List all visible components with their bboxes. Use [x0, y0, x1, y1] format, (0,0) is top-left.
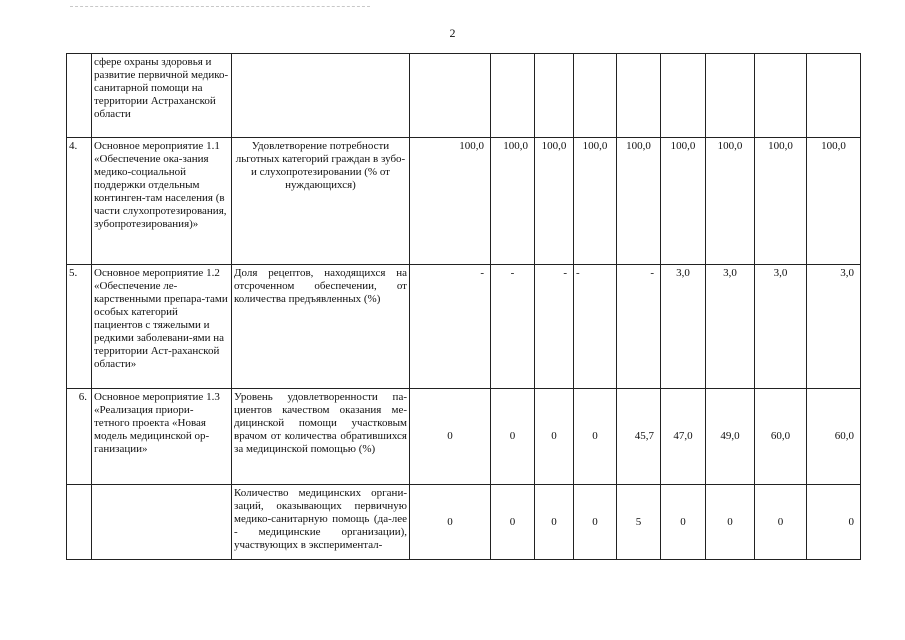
event-cell: Основное мероприятие 1.2 «Обеспечение ле-карственными препара-тами особых категорий пациентов с тяжелыми и редкими заболевани-ями на территории Аст-раханской области»: [92, 265, 232, 389]
value-cell: -: [574, 265, 617, 389]
row-number: 6.: [67, 389, 92, 485]
indicator-cell: [232, 54, 410, 138]
value-cell: -: [491, 265, 535, 389]
row-number: 5.: [67, 265, 92, 389]
event-cell: Основное мероприятие 1.1 «Обеспечение ока-зания медико-социальной поддержки отдельным континген-там населения (в части слухопротезирования, зубопротезирования)»: [92, 138, 232, 265]
value-cell: 100,0: [755, 138, 807, 265]
row-number: [67, 485, 92, 560]
value-cell: 0: [491, 485, 535, 560]
row-number: [67, 54, 92, 138]
value-cell: 45,7: [617, 389, 661, 485]
indicator-cell: Доля рецептов, находящихся на отсроченном обеспечении, от количества предъявленных (%): [232, 265, 410, 389]
value-cell: 100,0: [706, 138, 755, 265]
value-cell: -: [410, 265, 491, 389]
value-cell: 0: [410, 485, 491, 560]
value-cell: 0: [535, 485, 574, 560]
program-indicators-table: [66, 53, 861, 560]
value-cell: [574, 54, 617, 138]
value-cell: [755, 54, 807, 138]
value-cell: 5: [617, 485, 661, 560]
value-cell: 100,0: [661, 138, 706, 265]
indicator-cell: Удовлетворение потребности льготных категорий граждан в зубо- и слухопротезировании (% от нуждающихся): [232, 138, 410, 265]
value-cell: [491, 54, 535, 138]
value-cell: -: [617, 265, 661, 389]
value-cell: [661, 54, 706, 138]
value-cell: 3,0: [807, 265, 861, 389]
value-cell: 100,0: [807, 138, 861, 265]
row-number: 4.: [67, 138, 92, 265]
event-cell: Основное мероприятие 1.3 «Реализация приори-тетного проекта «Новая модель медицинской ор-ганизации»: [92, 389, 232, 485]
value-cell: [706, 54, 755, 138]
value-cell: 0: [661, 485, 706, 560]
value-cell: 100,0: [410, 138, 491, 265]
value-cell: 3,0: [661, 265, 706, 389]
value-cell: 100,0: [617, 138, 661, 265]
event-cell: [92, 485, 232, 560]
value-cell: 0: [574, 485, 617, 560]
value-cell: 0: [491, 389, 535, 485]
value-cell: 3,0: [755, 265, 807, 389]
table-row: [67, 389, 861, 485]
table-row: [67, 265, 861, 389]
value-cell: 100,0: [491, 138, 535, 265]
value-cell: 0: [574, 389, 617, 485]
page-number: 2: [449, 26, 456, 40]
value-cell: [617, 54, 661, 138]
value-cell: 100,0: [535, 138, 574, 265]
value-cell: -: [535, 265, 574, 389]
value-cell: 0: [807, 485, 861, 560]
value-cell: [807, 54, 861, 138]
value-cell: 49,0: [706, 389, 755, 485]
value-cell: 100,0: [574, 138, 617, 265]
scan-artifact-line: [70, 6, 370, 9]
value-cell: 0: [410, 389, 491, 485]
value-cell: 0: [535, 389, 574, 485]
value-cell: 47,0: [661, 389, 706, 485]
value-cell: [410, 54, 491, 138]
value-cell: 0: [706, 485, 755, 560]
value-cell: 0: [755, 485, 807, 560]
table-row: [67, 138, 861, 265]
table-row: [67, 54, 861, 138]
value-cell: 3,0: [706, 265, 755, 389]
event-cell: сфере охраны здоровья и развитие первичной медико-санитарной помощи на территории Астраханской области: [92, 54, 232, 138]
value-cell: 60,0: [755, 389, 807, 485]
value-cell: 60,0: [807, 389, 861, 485]
table-row: [67, 485, 861, 560]
indicator-cell: Уровень удовлетворенности па-циентов качеством оказания ме-дицинской помощи участковым врачом от количества обратившихся за медицинской помощью (%): [232, 389, 410, 485]
indicator-cell: Количество медицинских органи-заций, оказывающих первичную медико-санитарную помощь (да-лее - медицинские организации), участвующих в экспериментал-: [232, 485, 410, 560]
value-cell: [535, 54, 574, 138]
